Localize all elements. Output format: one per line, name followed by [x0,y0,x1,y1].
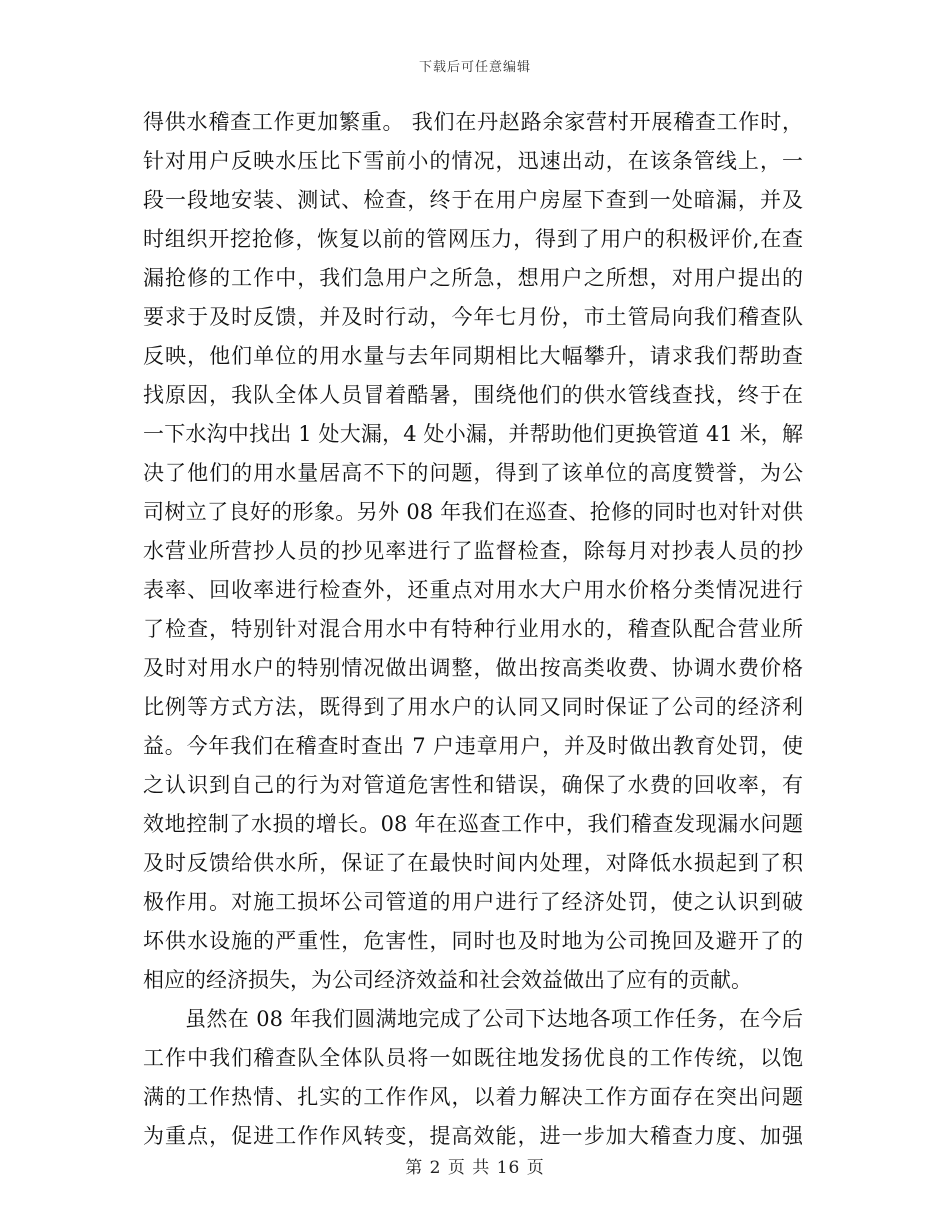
paragraph-line: 坏供水设施的严重性，危害性，同时也及时地为公司挽回及避开了的 [143,929,803,953]
paragraph-line: 相应的经济损失，为公司经济效益和社会效益做出了应有的贡献。 [143,968,752,992]
paragraph-line: 得供水稽查工作更加繁重。 我们在丹赵路余家营村开展稽查工作时， [143,110,803,134]
paragraph-line: 满的工作热情、扎实的工作作风，以着力解决工作方面存在突出问题 [143,1085,803,1109]
paragraph-line: 找原因，我队全体人员冒着酷暑，围绕他们的供水管线查找，终于在 [143,383,803,407]
paragraph-line: 了检查，特别针对混合用水中有特种行业用水的，稽查队配合营业所 [143,617,803,641]
paragraph-line: 漏抢修的工作中，我们急用户之所急，想用户之所想，对用户提出的 [143,266,803,290]
paragraph-line: 司树立了良好的形象。另外 08 年我们在巡查、抢修的同时也对针对供 [143,500,803,524]
paragraph-line: 及时反馈给供水所，保证了在最快时间内处理，对降低水损起到了积 [143,851,803,875]
paragraph-line: 表率、回收率进行检查外，还重点对用水大户用水价格分类情况进行 [143,578,803,602]
page-number: 第 2 页 共 16 页 [405,1158,545,1178]
paragraph-line: 极作用。对施工损坏公司管道的用户进行了经济处罚，使之认识到破 [143,890,803,914]
paragraph-line: 比例等方式方法，既得到了用水户的认同又同时保证了公司的经济利 [143,695,803,719]
paragraph-line: 段一段地安装、测试、检查，终于在用户房屋下查到一处暗漏，并及 [143,188,803,212]
document-body [143,103,803,1156]
paragraph-line: 时组织开挖抢修，恢复以前的管网压力，得到了用户的积极评价,在查 [143,227,803,251]
paragraph-line: 一下水沟中找出 1 处大漏，4 处小漏，并帮助他们更换管道 41 米，解 [143,422,803,446]
paragraph-line: 要求于及时反馈，并及时行动，今年七月份，市土管局向我们稽查队 [143,305,803,329]
page-header: 下载后可任意编辑 [418,60,531,75]
paragraph-line: 为重点，促进工作作风转变，提高效能，进一步加大稽查力度、加强 [143,1124,803,1148]
paragraph-line: 及时对用水户的特别情况做出调整，做出按高类收费、协调水费价格 [143,656,803,680]
paragraph-line: 工作中我们稽查队全体队员将一如既往地发扬优良的工作传统，以饱 [143,1046,803,1070]
paragraph-line: 反映，他们单位的用水量与去年同期相比大幅攀升，请求我们帮助查 [143,344,803,368]
paragraph-line: 虽然在 08 年我们圆满地完成了公司下达地各项工作任务，在今后 [185,1007,803,1031]
paragraph-line: 水营业所营抄人员的抄见率进行了监督检查，除每月对抄表人员的抄 [143,539,803,563]
paragraph-line: 针对用户反映水压比下雪前小的情况，迅速出动，在该条管线上，一 [143,149,803,173]
paragraph-line: 之认识到自己的行为对管道危害性和错误，确保了水费的回收率，有 [143,773,803,797]
paragraph-line: 益。今年我们在稽查时查出 7 户违章用户，并及时做出教育处罚，使 [143,734,803,758]
paragraph-line: 效地控制了水损的增长。08 年在巡查工作中，我们稽查发现漏水问题 [143,812,803,836]
paragraph-line: 决了他们的用水量居高不下的问题，得到了该单位的高度赞誉，为公 [143,461,803,485]
